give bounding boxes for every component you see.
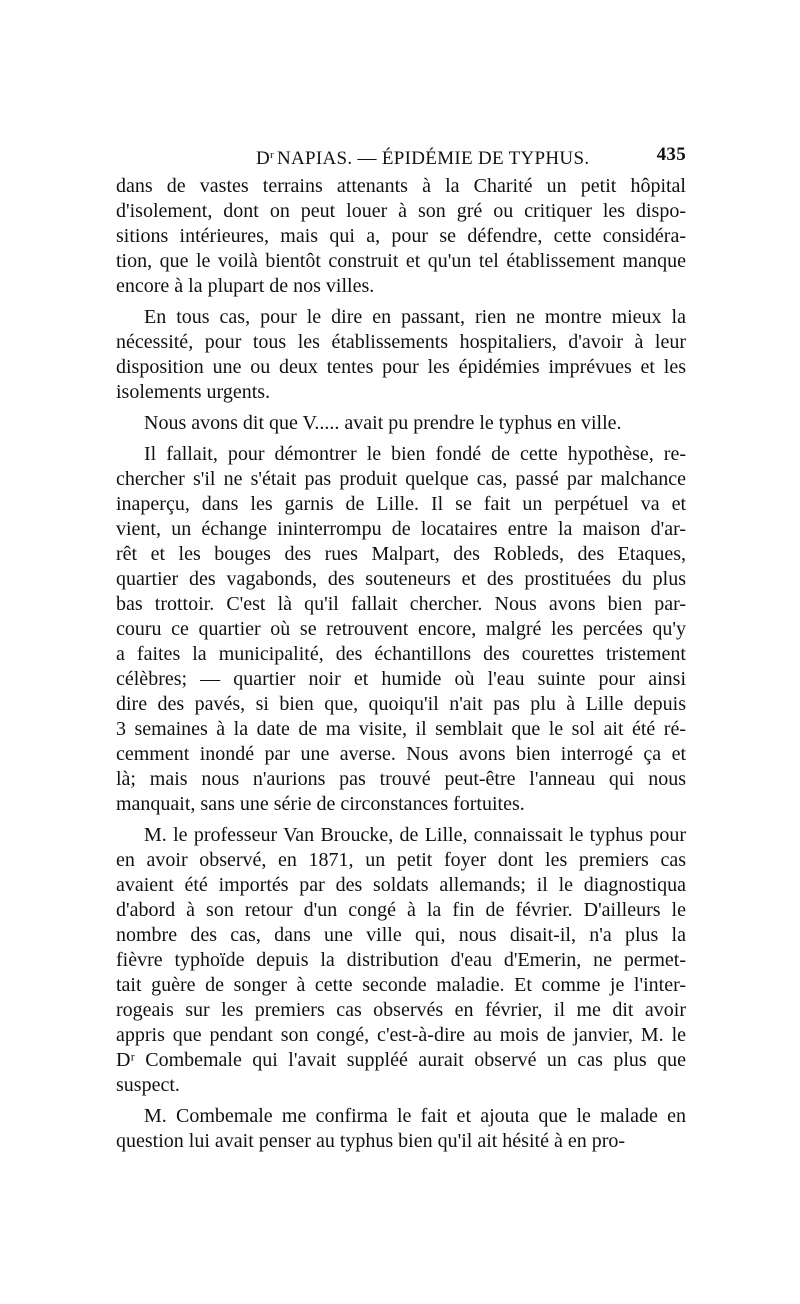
- text-line: nécessité, pour tous les établissements hospitaliers, d'avoir à leur: [116, 331, 686, 353]
- text-line: suspect.: [116, 1074, 180, 1096]
- text-line: tait guère de songer à cette seconde maladie. Et comme je l'inter-: [116, 974, 686, 996]
- body-text: [116, 174, 686, 1154]
- text-line: inaperçu, dans les garnis de Lille. Il se fait un perpétuel va et: [116, 493, 686, 515]
- text-line: là; mais nous n'aurions pas trouvé peut-être l'anneau qui nous: [116, 768, 686, 790]
- paragraph: [116, 411, 686, 436]
- paragraph: [116, 823, 686, 1098]
- text-line: dans de vastes terrains attenants à la Charité un petit hôpital: [116, 175, 686, 197]
- text-line: rêt et les bouges des rues Malpart, des Robleds, des Etaques,: [116, 543, 686, 565]
- running-title: [256, 142, 589, 172]
- text-line: fièvre typhoïde depuis la distribution d'eau d'Emerin, ne permet-: [116, 949, 686, 971]
- page-header: [116, 142, 686, 168]
- text-line: tion, que le voilà bientôt construit et qu'un tel établissement manque: [116, 250, 686, 272]
- text-line: question lui avait penser au typhus bien qu'il ait hésité à en pro-: [116, 1130, 626, 1152]
- text-line: encore à la plupart de nos villes.: [116, 275, 375, 297]
- text-line: disposition une ou deux tentes pour les épidémies imprévues et les: [116, 356, 686, 378]
- text-line: bas trottoir. C'est là qu'il fallait chercher. Nous avons bien par-: [116, 593, 686, 615]
- text-line: M. le professeur Van Broucke, de Lille, connaissait le typhus pour: [144, 824, 686, 846]
- text-line: appris que pendant son congé, c'est-à-dire au mois de janvier, M. le: [116, 1024, 686, 1046]
- text-line: sitions intérieures, mais qui a, pour se défendre, cette considéra-: [116, 225, 686, 247]
- text-line: M. Combemale me confirma le fait et ajouta que le malade en: [144, 1105, 686, 1127]
- text-line: avaient été importés par des soldats allemands; il le diagnostiqua: [116, 874, 686, 896]
- paragraph: [116, 1104, 686, 1154]
- text-line: vient, un échange ininterrompu de locataires entre la maison d'ar-: [116, 518, 686, 540]
- text-line: d'abord à son retour d'un congé à la fin de février. D'ailleurs le: [116, 899, 686, 921]
- text-line: en avoir observé, en 1871, un petit foyer dont les premiers cas: [116, 849, 686, 871]
- page-number: 435: [656, 144, 686, 165]
- text-line: Nous avons dit que V..... avait pu prendre le typhus en ville.: [144, 412, 622, 434]
- text-line: manquait, sans une série de circonstances fortuites.: [116, 793, 525, 815]
- text-line: célèbres; — quartier noir et humide où l'eau suinte pour ainsi: [116, 668, 686, 690]
- text-line: rogeais sur les premiers cas observés en février, il me dit avoir: [116, 999, 686, 1021]
- text-line: chercher s'il ne s'était pas produit quelque cas, passé par malchance: [116, 468, 686, 490]
- paragraph: [116, 174, 686, 299]
- text-line: a faites la municipalité, des échantillons des courettes tristement: [116, 643, 686, 665]
- author-prefix-superscript: r: [270, 149, 274, 161]
- text-line: Dʳ Combemale qui l'avait suppléé aurait observé un cas plus que: [116, 1049, 686, 1071]
- text-line: En tous cas, pour le dire en passant, rien ne montre mieux la: [144, 306, 686, 328]
- text-line: Il fallait, pour démontrer le bien fondé de cette hypothèse, re-: [144, 443, 686, 465]
- paragraph: [116, 442, 686, 817]
- text-line: couru ce quartier où se retrouvent encore, malgré les percées qu'y: [116, 618, 686, 640]
- text-line: 3 semaines à la date de ma visite, il semblait que le sol ait été ré-: [116, 718, 686, 740]
- text-line: quartier des vagabonds, des souteneurs et des prostituées du plus: [116, 568, 686, 590]
- running-title-text: NAPIAS. — ÉPIDÉMIE DE TYPHUS.: [277, 148, 590, 169]
- author-prefix: D: [256, 148, 271, 169]
- text-line: nombre des cas, dans une ville qui, nous disait-il, n'a plus la: [116, 924, 686, 946]
- text-line: isolements urgents.: [116, 381, 271, 403]
- text-line: d'isolement, dont on peut louer à son gré ou critiquer les dispo-: [116, 200, 686, 222]
- paragraph: [116, 305, 686, 405]
- text-line: dire des pavés, si bien que, quoiqu'il n'ait pas plu à Lille depuis: [116, 693, 686, 715]
- text-line: cemment inondé par une averse. Nous avons bien interrogé ça et: [116, 743, 686, 765]
